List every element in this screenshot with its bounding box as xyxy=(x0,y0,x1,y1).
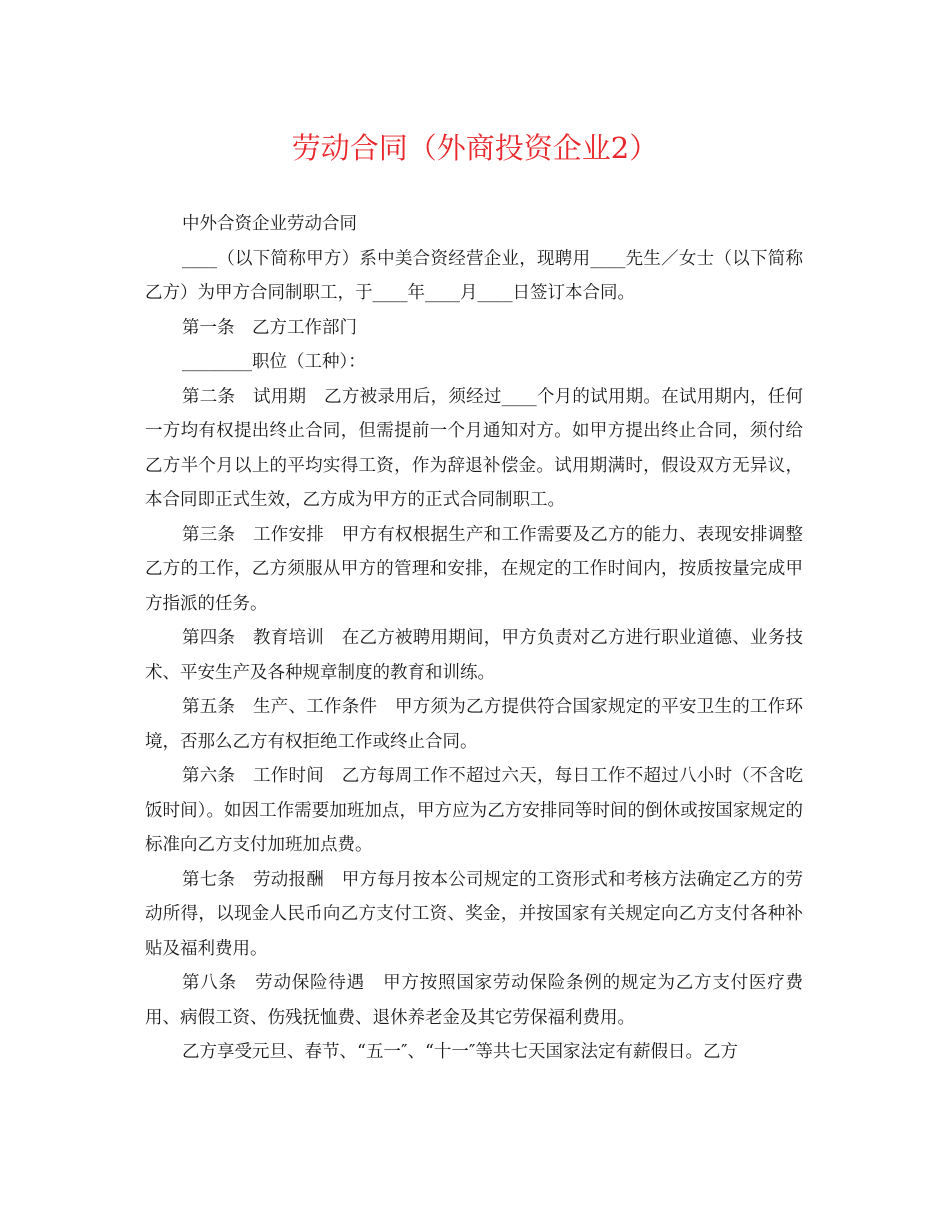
article-7-paragraph: 第七条 劳动报酬 甲方每月按本公司规定的工资形式和考核方法确定乙方的劳动所得，以现金人民币向乙方支付工资、奖金，并按国家有关规定向乙方支付各种补贴及福利费用。 xyxy=(145,869,803,959)
article-5-paragraph: 第五条 生产、工作条件 甲方须为乙方提供符合国家规定的平安卫生的工作环境，否那么乙方有权拒绝工作或终止合同。 xyxy=(145,697,803,752)
document-body xyxy=(145,207,803,1070)
article-3-paragraph: 第三条 工作安排 甲方有权根据生产和工作需要及乙方的能力、表现安排调整乙方的工作，乙方须服从甲方的管理和安排，在规定的工作时间内，按质按量完成甲方指派的任务。 xyxy=(145,524,803,614)
document-title: 劳动合同（外商投资企业2） xyxy=(291,131,659,165)
contract-heading: 中外合资企业劳动合同 xyxy=(182,214,357,234)
article-4-paragraph: 第四条 教育培训 在乙方被聘用期间，甲方负责对乙方进行职业道德、业务技术、平安生产及各种规章制度的教育和训练。 xyxy=(145,628,803,683)
contract-intro-paragraph: ____（以下简称甲方）系中美合资经营企业，现聘用____先生／女士（以下简称乙方）为甲方合同制职工，于____年____月____日签订本合同。 xyxy=(145,248,803,303)
article-6-paragraph: 第六条 工作时间 乙方每周工作不超过六天，每日工作不超过八小时（不含吃饭时间）。如因工作需要加班加点，甲方应为乙方安排同等时间的倒休或按国家规定的标准向乙方支付加班加点费。 xyxy=(145,766,803,855)
article-2-paragraph: 第二条 试用期 乙方被录用后，须经过____个月的试用期。在试用期内，任何一方均有权提出终止合同，但需提前一个月通知对方。如甲方提出终止合同，须付给乙方半个月以上的平均实得工资，作为辞退补偿金。试用期满时，假设双方无异议，本合同即正式生效，乙方成为甲方的正式合同制职工。 xyxy=(145,386,803,510)
holiday-paragraph: 乙方享受元旦、春节、“五一″、“十一″等共七天国家法定有薪假日。乙方 xyxy=(182,1042,738,1062)
article-1-heading: 第一条 乙方工作部门 xyxy=(182,317,357,338)
article-8-paragraph: 第八条 劳动保险待遇 甲方按照国家劳动保险条例的规定为乙方支付医疗费用、病假工资、伤残抚恤费、退休养老金及其它劳保福利费用。 xyxy=(145,973,803,1028)
article-1-position: ________职位（工种）： xyxy=(182,352,366,372)
